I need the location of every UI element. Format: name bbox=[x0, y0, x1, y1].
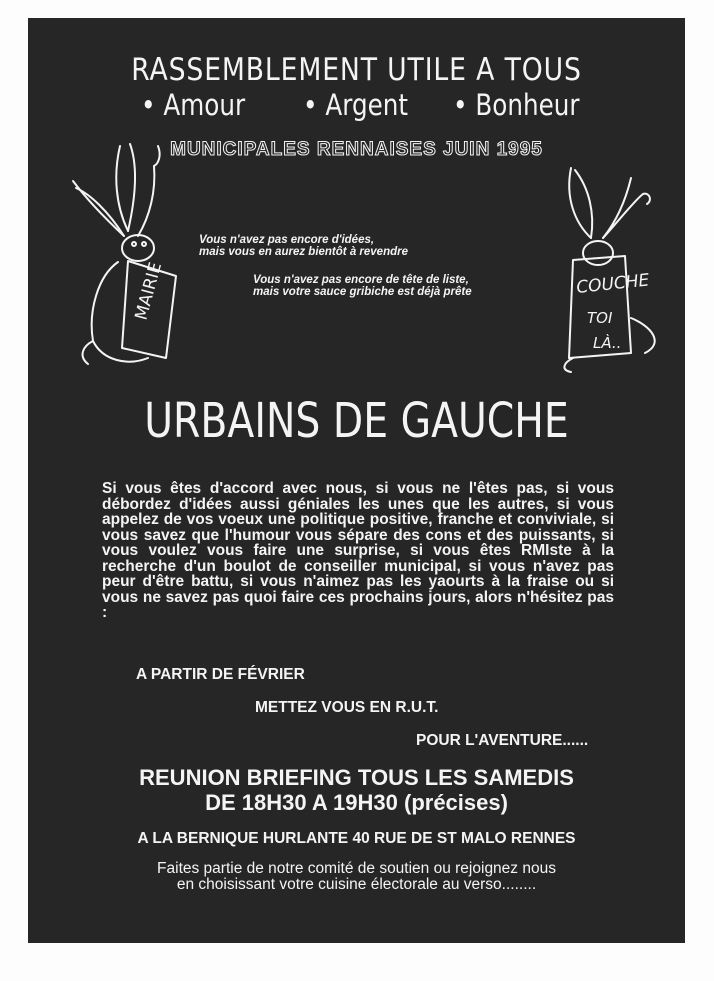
step-get-in-rut: METTEZ VOUS EN R.U.T. bbox=[255, 699, 439, 716]
tagline-ideas-line1: Vous n'avez pas encore d'idées, bbox=[199, 234, 375, 246]
rabbit-mairie-illustration bbox=[58, 136, 188, 381]
main-title: URBAINS DE GAUCHE bbox=[144, 393, 569, 449]
header-words bbox=[133, 88, 593, 124]
meeting-line1: REUNION BRIEFING TOUS LES SAMEDIS bbox=[139, 765, 574, 790]
tagline-ideas bbox=[199, 234, 408, 258]
header-word-argent: • Argent bbox=[303, 88, 409, 122]
left-sign-text: MAIRIE bbox=[131, 260, 167, 323]
tagline-leader-line1: Vous n'avez pas encore de tête de liste, bbox=[253, 274, 469, 286]
step-adventure: POUR L'AVENTURE...... bbox=[416, 732, 589, 749]
footer-line2: en choisissant votre cuisine électorale au verso........ bbox=[176, 876, 537, 893]
tagline-leader bbox=[253, 274, 472, 298]
meeting-line2: DE 18H30 A 19H30 (précises) bbox=[205, 790, 508, 815]
tagline-leader-line2: mais votre sauce gribiche est déjà prête bbox=[253, 286, 472, 298]
meeting-address: A LA BERNIQUE HURLANTE 40 RUE DE ST MALO RENNES bbox=[137, 830, 576, 847]
header-word-amour: • Amour bbox=[141, 88, 246, 122]
right-sign-line1: COUCHE bbox=[575, 270, 651, 298]
footer-line1: Faites partie de notre comité de soutien ou rejoignez nous bbox=[157, 860, 556, 877]
body-paragraph: Si vous êtes d'accord avec nous, si vous ne l'êtes pas, si vous débordez d'idées aussi géniales les unes que les autres, si vous appelez de vos voeux une politique positive, franche et conviviale, si vous savez que l'humour vous sépare des cons et des puissants, si vous voulez vous faire une surprise, si vous êtes RMIste à la recherche d'un boulot de conseiller municipal, si vous n'avez pas peur d'être battu, si vous n'aimez pas les yaourts à la fraise ou si vous ne savez pas quoi faire ces prochains jours, alors n'hésitez pas : bbox=[102, 480, 614, 621]
footer-text bbox=[28, 861, 685, 893]
header-word-bonheur: • Bonheur bbox=[453, 88, 580, 122]
poster-panel bbox=[28, 18, 685, 943]
tagline-ideas-line2: mais vous en aurez bientôt à revendre bbox=[199, 246, 408, 258]
right-sign-line2: TOI bbox=[587, 309, 613, 327]
right-sign-line3: LÀ.. bbox=[593, 334, 622, 352]
rabbit-couche-illustration bbox=[533, 158, 673, 383]
header-title: RASSEMBLEMENT UTILE A TOUS bbox=[131, 52, 582, 88]
step-from-february: A PARTIR DE FÉVRIER bbox=[136, 666, 305, 683]
header-subtitle: MUNICIPALES RENNAISES JUIN 1995 bbox=[170, 139, 543, 160]
